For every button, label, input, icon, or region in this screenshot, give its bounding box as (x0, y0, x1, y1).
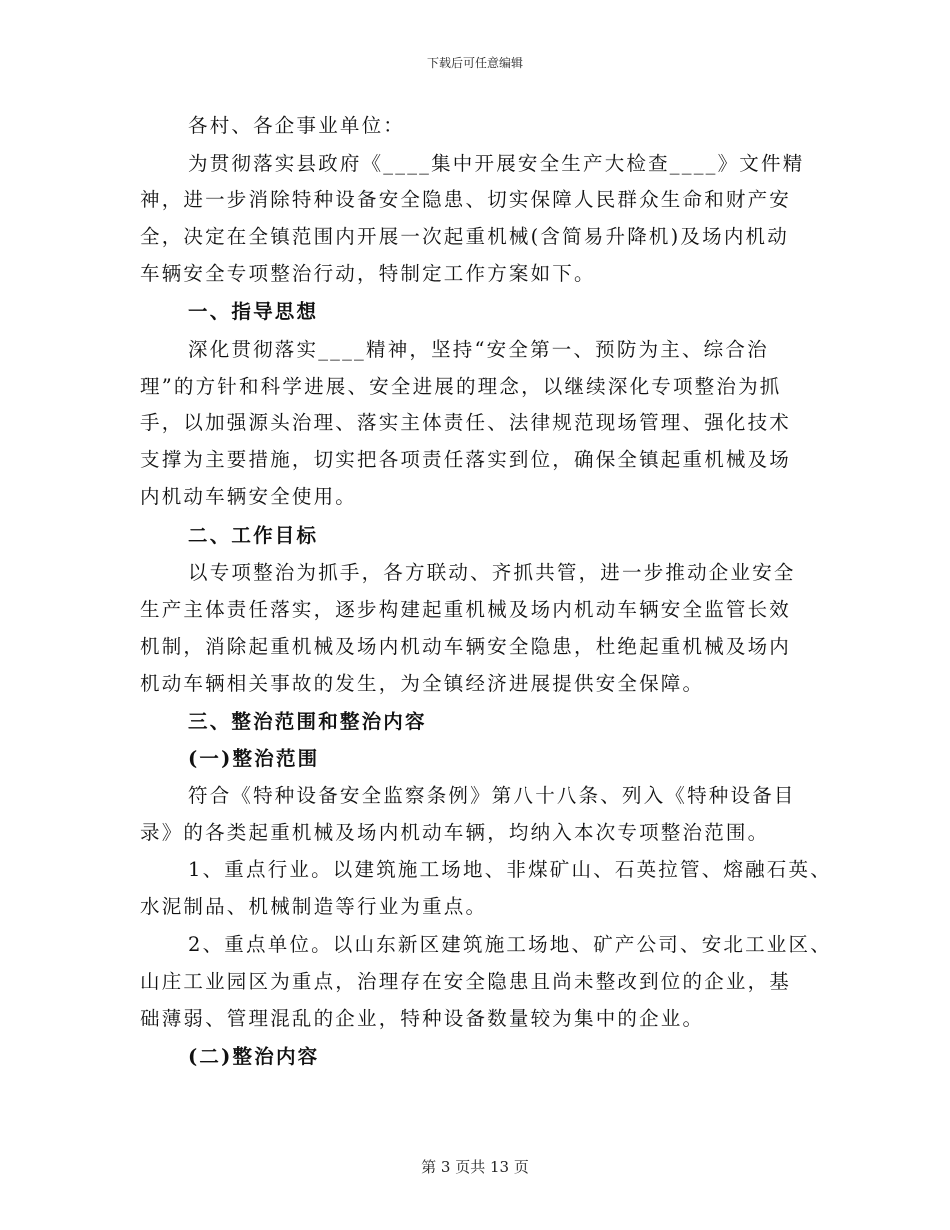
section-heading-2: 二、工作目标 (188, 524, 319, 547)
section-heading-1: 一、指导思想 (188, 300, 319, 323)
paragraph-line: 符合《特种设备安全监察条例》第八十八条、列入《特种设备目 (188, 784, 796, 807)
paragraph-line: 础薄弱、管理混乱的企业，特种设备数量较为集中的企业。 (140, 1007, 705, 1030)
paragraph-line: 内机动车辆安全使用。 (140, 485, 358, 508)
paragraph-line: 理”的方针和科学进展、安全进展的理念，以继续深化专项整治为抓 (140, 375, 782, 398)
paragraph-line: 山庄工业园区为重点，治理存在安全隐患且尚未整改到位的企业，基 (140, 970, 792, 993)
subsection-heading-2: (二)整治内容 (188, 1045, 320, 1068)
paragraph-line: 手，以加强源头治理、落实主体责任、法律规范现场管理、强化技术 (140, 411, 792, 434)
page-number: 第 3 页共 13 页 (421, 1158, 529, 1176)
salutation: 各村、各企事业单位： (188, 114, 406, 137)
list-item-2: 2、重点单位。以山东新区建筑施工场地、矿产公司、安北工业区、 (188, 933, 832, 956)
paragraph-line: 机动车辆相关事故的发生，为全镇经济进展提供安全保障。 (140, 672, 705, 695)
paragraph-line: 录》的各类起重机械及场内机动车辆，均纳入本次专项整治范围。 (140, 821, 770, 844)
section-heading-3: 三、整治范围和整治内容 (188, 710, 427, 733)
paragraph-line: 为贯彻落实县政府《____集中开展安全生产大检查____》文件精 (188, 152, 805, 175)
paragraph-line: 水泥制品、机械制造等行业为重点。 (140, 895, 488, 918)
list-item-1: 1、重点行业。以建筑施工场地、非煤矿山、石英拉管、熔融石英、 (188, 858, 832, 881)
paragraph-line: 机制，消除起重机械及场内机动车辆安全隐患，杜绝起重机械及场内 (140, 635, 792, 658)
paragraph-line: 神，进一步消除特种设备安全隐患、切实保障人民群众生命和财产安 (140, 188, 792, 211)
paragraph-line: 支撑为主要措施，切实把各项责任落实到位，确保全镇起重机械及场 (140, 448, 792, 471)
paragraph-line: 生产主体责任落实，逐步构建起重机械及场内机动车辆安全监管长效 (140, 598, 792, 621)
page-header-note: 下载后可任意编辑 (426, 56, 523, 70)
paragraph-line: 深化贯彻落实____精神，坚持“安全第一、预防为主、综合治 (188, 338, 769, 361)
paragraph-line: 车辆安全专项整治行动，特制定工作方案如下。 (140, 262, 596, 285)
subsection-heading-1: (一)整治范围 (188, 747, 320, 770)
paragraph-line: 全，决定在全镇范围内开展一次起重机械(含简易升降机)及场内机动 (140, 225, 789, 248)
paragraph-line: 以专项整治为抓手，各方联动、齐抓共管，进一步推动企业安全 (188, 561, 796, 584)
